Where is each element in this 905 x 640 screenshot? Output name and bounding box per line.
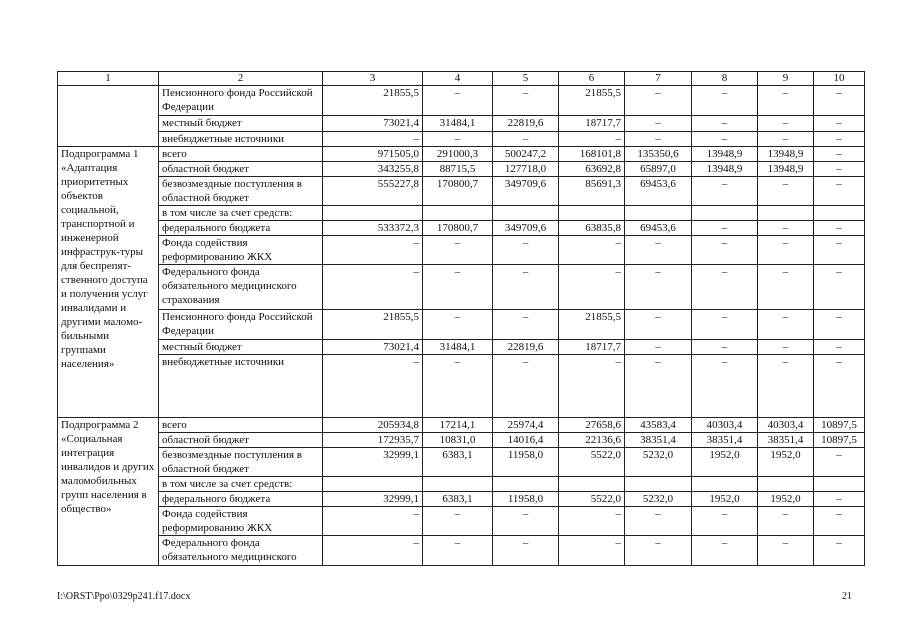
amount-cell: 5232,0: [625, 492, 692, 507]
amount-cell: –: [493, 265, 559, 310]
amount-cell: 85691,3: [559, 177, 625, 206]
amount-cell: 27658,6: [559, 418, 625, 433]
amount-cell: –: [493, 507, 559, 536]
amount-cell: 1952,0: [758, 448, 814, 477]
amount-cell: –: [814, 116, 865, 132]
amount-cell: 533372,3: [323, 221, 423, 236]
amount-cell: –: [423, 236, 493, 265]
funding-source-label: Фонда содействия реформированию ЖКХ: [159, 507, 323, 536]
amount-cell: 500247,2: [493, 147, 559, 162]
amount-cell: 1952,0: [692, 448, 758, 477]
amount-cell: –: [692, 132, 758, 147]
funding-source-label: в том числе за счет средств:: [159, 206, 323, 221]
funding-source-label: федерального бюджета: [159, 492, 323, 507]
amount-cell: [323, 206, 423, 221]
funding-source-label: Пенсионного фонда Российской Федерации: [159, 310, 323, 340]
funding-source-label: местный бюджет: [159, 340, 323, 355]
funding-source-label: Фонда содействия реформированию ЖКХ: [159, 236, 323, 265]
amount-cell: –: [423, 536, 493, 566]
column-number-header: 6: [559, 72, 625, 86]
budget-table: [57, 71, 865, 566]
amount-cell: 349709,6: [493, 177, 559, 206]
table-row: [58, 418, 865, 433]
amount-cell: –: [758, 86, 814, 116]
amount-cell: –: [625, 265, 692, 310]
amount-cell: –: [323, 536, 423, 566]
amount-cell: –: [814, 536, 865, 566]
amount-cell: 13948,9: [692, 162, 758, 177]
amount-cell: –: [814, 147, 865, 162]
column-number-header: 9: [758, 72, 814, 86]
funding-source-label: Федерального фонда обязательного медицинского: [159, 536, 323, 566]
amount-cell: [559, 477, 625, 492]
table-row: [58, 221, 865, 236]
amount-cell: [692, 477, 758, 492]
amount-cell: –: [559, 507, 625, 536]
amount-cell: –: [692, 355, 758, 418]
amount-cell: –: [423, 507, 493, 536]
amount-cell: –: [692, 221, 758, 236]
amount-cell: 5232,0: [625, 448, 692, 477]
amount-cell: 21855,5: [323, 86, 423, 116]
amount-cell: –: [423, 265, 493, 310]
footer-file-path: I:\ORST\Ppo\0329p241.f17.docx: [57, 591, 191, 602]
amount-cell: [493, 477, 559, 492]
amount-cell: 5522,0: [559, 448, 625, 477]
table-row: [58, 355, 865, 418]
amount-cell: –: [423, 355, 493, 418]
funding-source-label: внебюджетные источники: [159, 355, 323, 418]
funding-source-label: областной бюджет: [159, 162, 323, 177]
amount-cell: [625, 477, 692, 492]
amount-cell: 18717,7: [559, 116, 625, 132]
amount-cell: 13948,9: [758, 147, 814, 162]
amount-cell: 40303,4: [758, 418, 814, 433]
funding-source-label: всего: [159, 418, 323, 433]
funding-source-label: в том числе за счет средств:: [159, 477, 323, 492]
amount-cell: –: [692, 265, 758, 310]
amount-cell: –: [625, 340, 692, 355]
amount-cell: [814, 206, 865, 221]
amount-cell: 88715,5: [423, 162, 493, 177]
amount-cell: [758, 206, 814, 221]
table-row: [58, 177, 865, 206]
amount-cell: –: [692, 340, 758, 355]
table-row: [58, 206, 865, 221]
amount-cell: –: [423, 132, 493, 147]
page-number: 21: [842, 591, 852, 602]
amount-cell: 10831,0: [423, 433, 493, 448]
amount-cell: –: [559, 132, 625, 147]
amount-cell: 73021,4: [323, 340, 423, 355]
table-row: [58, 236, 865, 265]
amount-cell: –: [758, 132, 814, 147]
amount-cell: 172935,7: [323, 433, 423, 448]
amount-cell: –: [692, 116, 758, 132]
column-number-header: 7: [625, 72, 692, 86]
amount-cell: 349709,6: [493, 221, 559, 236]
amount-cell: –: [758, 340, 814, 355]
amount-cell: [493, 206, 559, 221]
table-row: [58, 86, 865, 116]
amount-cell: [692, 206, 758, 221]
amount-cell: 69453,6: [625, 221, 692, 236]
amount-cell: –: [493, 355, 559, 418]
amount-cell: 21855,5: [559, 310, 625, 340]
funding-source-label: внебюджетные источники: [159, 132, 323, 147]
amount-cell: –: [758, 236, 814, 265]
amount-cell: –: [814, 340, 865, 355]
column-number-header: 8: [692, 72, 758, 86]
column-number-header: 2: [159, 72, 323, 86]
table-row: [58, 147, 865, 162]
amount-cell: [423, 477, 493, 492]
amount-cell: –: [814, 221, 865, 236]
amount-cell: 40303,4: [692, 418, 758, 433]
amount-cell: 32999,1: [323, 492, 423, 507]
amount-cell: 971505,0: [323, 147, 423, 162]
amount-cell: –: [814, 162, 865, 177]
amount-cell: –: [625, 236, 692, 265]
amount-cell: –: [814, 132, 865, 147]
amount-cell: 43583,4: [625, 418, 692, 433]
amount-cell: –: [559, 265, 625, 310]
amount-cell: –: [493, 236, 559, 265]
amount-cell: 22819,6: [493, 340, 559, 355]
amount-cell: 6383,1: [423, 448, 493, 477]
amount-cell: –: [758, 116, 814, 132]
amount-cell: –: [625, 355, 692, 418]
amount-cell: –: [758, 265, 814, 310]
amount-cell: –: [758, 221, 814, 236]
amount-cell: 205934,8: [323, 418, 423, 433]
amount-cell: 31484,1: [423, 340, 493, 355]
table-row: [58, 492, 865, 507]
amount-cell: –: [323, 507, 423, 536]
funding-source-label: Пенсионного фонда Российской Федерации: [159, 86, 323, 116]
amount-cell: –: [814, 310, 865, 340]
amount-cell: –: [692, 507, 758, 536]
amount-cell: 291000,3: [423, 147, 493, 162]
amount-cell: 10897,5: [814, 418, 865, 433]
amount-cell: –: [692, 310, 758, 340]
amount-cell: –: [692, 177, 758, 206]
amount-cell: 31484,1: [423, 116, 493, 132]
amount-cell: 38351,4: [692, 433, 758, 448]
table-row: [58, 132, 865, 147]
amount-cell: 18717,7: [559, 340, 625, 355]
amount-cell: –: [814, 86, 865, 116]
amount-cell: [625, 206, 692, 221]
funding-source-label: федерального бюджета: [159, 221, 323, 236]
amount-cell: 170800,7: [423, 177, 493, 206]
amount-cell: 11958,0: [493, 492, 559, 507]
amount-cell: –: [625, 536, 692, 566]
column-number-header: 1: [58, 72, 159, 86]
funding-source-label: местный бюджет: [159, 116, 323, 132]
funding-source-label: безвозмездные поступления в областной бюджет: [159, 448, 323, 477]
table-row: [58, 162, 865, 177]
amount-cell: –: [814, 177, 865, 206]
empty-cell: [58, 86, 159, 147]
column-number-header: 5: [493, 72, 559, 86]
amount-cell: –: [814, 265, 865, 310]
amount-cell: –: [625, 310, 692, 340]
table-row: [58, 310, 865, 340]
amount-cell: –: [758, 536, 814, 566]
amount-cell: –: [814, 492, 865, 507]
amount-cell: –: [758, 310, 814, 340]
amount-cell: 10897,5: [814, 433, 865, 448]
amount-cell: 14016,4: [493, 433, 559, 448]
amount-cell: 13948,9: [758, 162, 814, 177]
table-row: [58, 448, 865, 477]
amount-cell: –: [625, 132, 692, 147]
amount-cell: 38351,4: [758, 433, 814, 448]
amount-cell: –: [323, 265, 423, 310]
amount-cell: –: [814, 448, 865, 477]
amount-cell: 6383,1: [423, 492, 493, 507]
amount-cell: –: [493, 536, 559, 566]
table-row: [58, 507, 865, 536]
column-number-header: 10: [814, 72, 865, 86]
funding-source-label: Федерального фонда обязательного медицинского страхования: [159, 265, 323, 310]
amount-cell: 65897,0: [625, 162, 692, 177]
amount-cell: –: [692, 536, 758, 566]
amount-cell: 32999,1: [323, 448, 423, 477]
amount-cell: –: [323, 355, 423, 418]
amount-cell: 168101,8: [559, 147, 625, 162]
amount-cell: 25974,4: [493, 418, 559, 433]
column-number-header: 3: [323, 72, 423, 86]
amount-cell: –: [625, 116, 692, 132]
amount-cell: 1952,0: [758, 492, 814, 507]
amount-cell: –: [559, 236, 625, 265]
amount-cell: 63835,8: [559, 221, 625, 236]
amount-cell: 73021,4: [323, 116, 423, 132]
funding-source-label: всего: [159, 147, 323, 162]
amount-cell: 17214,1: [423, 418, 493, 433]
amount-cell: –: [758, 355, 814, 418]
subprogram-title: Подпрограмма 2 «Социальная интеграция инвалидов и других маломобильных групп населения в общество»: [58, 418, 159, 566]
table-row: [58, 433, 865, 448]
amount-cell: [814, 477, 865, 492]
amount-cell: –: [493, 86, 559, 116]
amount-cell: –: [692, 86, 758, 116]
amount-cell: –: [323, 132, 423, 147]
amount-cell: –: [814, 507, 865, 536]
amount-cell: 22819,6: [493, 116, 559, 132]
funding-source-label: областной бюджет: [159, 433, 323, 448]
table-row: [58, 340, 865, 355]
amount-cell: –: [625, 86, 692, 116]
amount-cell: –: [559, 536, 625, 566]
amount-cell: 22136,6: [559, 433, 625, 448]
amount-cell: 63692,8: [559, 162, 625, 177]
table-row: [58, 265, 865, 310]
amount-cell: 21855,5: [323, 310, 423, 340]
amount-cell: 5522,0: [559, 492, 625, 507]
column-number-header: 4: [423, 72, 493, 86]
amount-cell: 170800,7: [423, 221, 493, 236]
amount-cell: –: [493, 132, 559, 147]
amount-cell: –: [323, 236, 423, 265]
amount-cell: –: [814, 355, 865, 418]
funding-source-label: безвозмездные поступления в областной бюджет: [159, 177, 323, 206]
amount-cell: 1952,0: [692, 492, 758, 507]
amount-cell: –: [423, 310, 493, 340]
amount-cell: –: [423, 86, 493, 116]
amount-cell: –: [692, 236, 758, 265]
table-row: [58, 536, 865, 566]
subprogram-title: Подпрограмма 1 «Адаптация приоритетных объектов социальной, транспортной и инженерной инфраструк-туры для беспрепят-ственного доступа и получения услуг инвалидами и другими маломо-бильными группами населения»: [58, 147, 159, 418]
amount-cell: 11958,0: [493, 448, 559, 477]
table-row: [58, 477, 865, 492]
amount-cell: 135350,6: [625, 147, 692, 162]
amount-cell: [323, 477, 423, 492]
amount-cell: 127718,0: [493, 162, 559, 177]
amount-cell: –: [493, 310, 559, 340]
table-row: [58, 116, 865, 132]
amount-cell: [758, 477, 814, 492]
amount-cell: 13948,9: [692, 147, 758, 162]
amount-cell: –: [625, 507, 692, 536]
amount-cell: –: [559, 355, 625, 418]
amount-cell: 21855,5: [559, 86, 625, 116]
amount-cell: 69453,6: [625, 177, 692, 206]
amount-cell: 555227,8: [323, 177, 423, 206]
amount-cell: 38351,4: [625, 433, 692, 448]
amount-cell: [559, 206, 625, 221]
header-row: [58, 72, 865, 86]
amount-cell: –: [758, 177, 814, 206]
amount-cell: 343255,8: [323, 162, 423, 177]
amount-cell: –: [814, 236, 865, 265]
amount-cell: –: [758, 507, 814, 536]
amount-cell: [423, 206, 493, 221]
